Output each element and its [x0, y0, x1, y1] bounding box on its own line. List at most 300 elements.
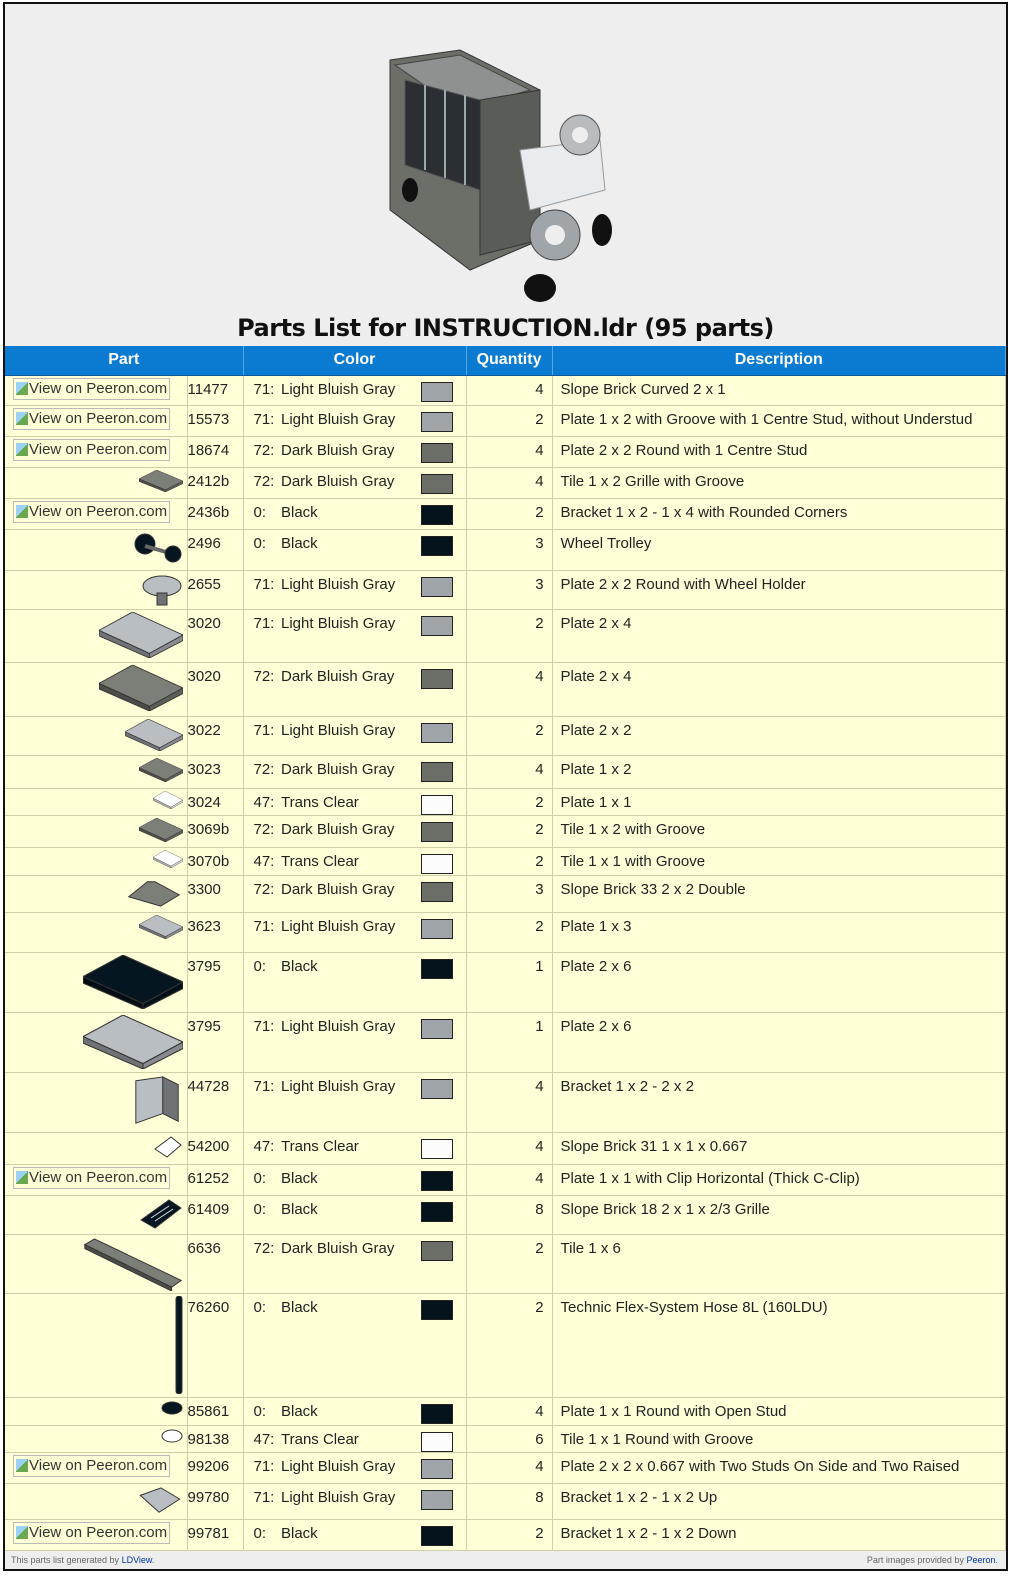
- color-swatch: [421, 795, 453, 815]
- peeron-link[interactable]: [13, 1522, 170, 1544]
- part-number: 99780: [187, 1483, 243, 1519]
- color-swatch-cell: [421, 1164, 466, 1195]
- color-swatch: [421, 1300, 453, 1320]
- color-swatch-cell: [421, 755, 466, 788]
- part-image: [99, 662, 183, 673]
- color-swatch-cell: [421, 1397, 466, 1425]
- color-name: Black: [281, 1164, 421, 1195]
- part-image: [153, 1132, 183, 1143]
- description: Slope Brick 31 1 x 1 x 0.667: [552, 1132, 1005, 1164]
- table-row: [5, 847, 1006, 875]
- part-image-cell: [5, 1132, 187, 1164]
- part-image-cell: [5, 1425, 187, 1452]
- part-number: 3623: [187, 912, 243, 952]
- part-number: 2412b: [187, 467, 243, 498]
- part-image: [161, 1425, 183, 1436]
- color-swatch-cell: [421, 1012, 466, 1072]
- peeron-link[interactable]: [13, 1167, 170, 1189]
- color-swatch-cell: [421, 662, 466, 716]
- table-row: [5, 1397, 1006, 1425]
- color-code: 47:: [243, 1132, 281, 1164]
- peeron-link[interactable]: [13, 1455, 170, 1477]
- part-image-cell: [5, 1397, 187, 1425]
- description: Technic Flex-System Hose 8L (160LDU): [552, 1293, 1005, 1397]
- color-swatch: [421, 1079, 453, 1099]
- ldview-link[interactable]: LDView: [121, 1554, 152, 1565]
- part-image-cell: [5, 375, 187, 405]
- color-swatch: [421, 1202, 453, 1222]
- color-swatch: [421, 1432, 453, 1452]
- color-code: 0:: [243, 1195, 281, 1234]
- color-swatch-cell: [421, 815, 466, 847]
- peeron-alt-text: View on Peeron.com: [29, 1523, 168, 1541]
- color-code: 72:: [243, 467, 281, 498]
- color-name: Black: [281, 1519, 421, 1550]
- color-swatch: [421, 1459, 453, 1479]
- part-number: 2655: [187, 570, 243, 609]
- color-name: Trans Clear: [281, 847, 421, 875]
- color-name: Dark Bluish Gray: [281, 815, 421, 847]
- color-code: 47:: [243, 788, 281, 815]
- part-image: [125, 875, 183, 886]
- description: Slope Brick 33 2 x 2 Double: [552, 875, 1005, 912]
- part-number: 2496: [187, 529, 243, 570]
- color-code: 47:: [243, 1425, 281, 1452]
- part-number: 44728: [187, 1072, 243, 1132]
- part-number: 99206: [187, 1452, 243, 1483]
- color-swatch: [421, 1404, 453, 1424]
- part-image-cell: [5, 1012, 187, 1072]
- table-row: [5, 375, 1006, 405]
- color-swatch-cell: [421, 405, 466, 436]
- color-swatch-cell: [421, 1452, 466, 1483]
- quantity: 2: [466, 1234, 552, 1293]
- part-number: 6636: [187, 1234, 243, 1293]
- model-preview: [5, 4, 1006, 346]
- color-swatch: [421, 577, 453, 597]
- quantity: 2: [466, 815, 552, 847]
- part-number: 3020: [187, 609, 243, 662]
- quantity: 8: [466, 1195, 552, 1234]
- table-row: [5, 1072, 1006, 1132]
- table-row: [5, 755, 1006, 788]
- description: Plate 1 x 3: [552, 912, 1005, 952]
- color-swatch: [421, 1019, 453, 1039]
- color-swatch-cell: [421, 1195, 466, 1234]
- quantity: 2: [466, 788, 552, 815]
- part-image-cell: [5, 912, 187, 952]
- column-header-quantity: Quantity: [466, 346, 552, 375]
- color-code: 71:: [243, 570, 281, 609]
- color-name: Light Bluish Gray: [281, 570, 421, 609]
- part-image: [153, 788, 183, 799]
- color-name: Black: [281, 529, 421, 570]
- color-swatch: [421, 1490, 453, 1510]
- color-code: 71:: [243, 375, 281, 405]
- color-name: Light Bluish Gray: [281, 1452, 421, 1483]
- description: Slope Brick Curved 2 x 1: [552, 375, 1005, 405]
- broken-image-icon: [16, 443, 28, 456]
- description: Plate 2 x 2 Round with 1 Centre Stud: [552, 436, 1005, 467]
- color-swatch-cell: [421, 498, 466, 529]
- table-row: [5, 1234, 1006, 1293]
- color-swatch-cell: [421, 912, 466, 952]
- part-image-cell: [5, 570, 187, 609]
- part-number: 3022: [187, 716, 243, 755]
- color-swatch: [421, 616, 453, 636]
- color-name: Light Bluish Gray: [281, 1012, 421, 1072]
- column-header-part: Part: [5, 346, 243, 375]
- color-swatch-cell: [421, 1072, 466, 1132]
- color-swatch-cell: [421, 529, 466, 570]
- description: Bracket 1 x 2 - 2 x 2: [552, 1072, 1005, 1132]
- description: Plate 2 x 4: [552, 662, 1005, 716]
- description: Plate 2 x 4: [552, 609, 1005, 662]
- table-row: [5, 498, 1006, 529]
- quantity: 4: [466, 436, 552, 467]
- peeron-link[interactable]: Peeron: [966, 1554, 996, 1565]
- table-row: [5, 1483, 1006, 1519]
- table-row: [5, 1012, 1006, 1072]
- part-image-cell: [5, 1519, 187, 1550]
- color-name: Dark Bluish Gray: [281, 662, 421, 716]
- peeron-alt-text: View on Peeron.com: [29, 440, 168, 458]
- description: Wheel Trolley: [552, 529, 1005, 570]
- description: Tile 1 x 1 Round with Groove: [552, 1425, 1005, 1452]
- color-swatch-cell: [421, 952, 466, 1012]
- broken-image-icon: [16, 1171, 28, 1184]
- color-name: Light Bluish Gray: [281, 912, 421, 952]
- color-swatch: [421, 505, 453, 525]
- part-image-cell: [5, 1483, 187, 1519]
- part-image-cell: [5, 1293, 187, 1397]
- part-image-cell: [5, 952, 187, 1012]
- quantity: 8: [466, 1483, 552, 1519]
- part-number: 61409: [187, 1195, 243, 1234]
- broken-image-icon: [16, 412, 28, 425]
- description: Plate 2 x 2 x 0.667 with Two Studs On Side and Two Raised: [552, 1452, 1005, 1483]
- color-swatch-cell: [421, 1519, 466, 1550]
- table-row: [5, 1195, 1006, 1234]
- quantity: 3: [466, 875, 552, 912]
- color-name: Black: [281, 1397, 421, 1425]
- color-code: 0:: [243, 1293, 281, 1397]
- color-swatch-cell: [421, 788, 466, 815]
- part-image: [125, 716, 183, 727]
- color-swatch: [421, 412, 453, 432]
- part-image-cell: [5, 436, 187, 467]
- color-swatch: [421, 1241, 453, 1261]
- color-swatch-cell: [421, 570, 466, 609]
- quantity: 2: [466, 716, 552, 755]
- table-row: [5, 716, 1006, 755]
- part-image-cell: [5, 788, 187, 815]
- part-image-cell: [5, 405, 187, 436]
- broken-image-icon: [16, 1526, 28, 1539]
- part-number: 3300: [187, 875, 243, 912]
- part-image: [139, 912, 183, 923]
- part-image: [141, 570, 183, 581]
- table-row: [5, 1425, 1006, 1452]
- part-number: 3795: [187, 1012, 243, 1072]
- description: Plate 1 x 2: [552, 755, 1005, 788]
- part-number: 54200: [187, 1132, 243, 1164]
- table-row: [5, 788, 1006, 815]
- footer-generated-text: This parts list generated by: [11, 1554, 122, 1565]
- color-code: 0:: [243, 1164, 281, 1195]
- color-name: Light Bluish Gray: [281, 405, 421, 436]
- quantity: 2: [466, 405, 552, 436]
- part-number: 2436b: [187, 498, 243, 529]
- description: Plate 2 x 6: [552, 952, 1005, 1012]
- part-number: 15573: [187, 405, 243, 436]
- quantity: 2: [466, 1519, 552, 1550]
- color-code: 0:: [243, 1519, 281, 1550]
- part-image: [139, 815, 183, 826]
- part-image: [139, 467, 183, 478]
- color-code: 0:: [243, 1397, 281, 1425]
- description: Bracket 1 x 2 - 1 x 2 Down: [552, 1519, 1005, 1550]
- table-row: [5, 875, 1006, 912]
- table-row: [5, 1293, 1006, 1397]
- peeron-alt-text: View on Peeron.com: [29, 409, 168, 427]
- color-swatch-cell: [421, 609, 466, 662]
- broken-image-icon: [16, 505, 28, 518]
- quantity: 4: [466, 755, 552, 788]
- peeron-link[interactable]: [13, 501, 170, 523]
- color-swatch: [421, 882, 453, 902]
- table-row: [5, 529, 1006, 570]
- part-image-cell: [5, 755, 187, 788]
- quantity: 4: [466, 1132, 552, 1164]
- quantity: 4: [466, 375, 552, 405]
- color-swatch-cell: [421, 875, 466, 912]
- quantity: 3: [466, 570, 552, 609]
- color-swatch-cell: [421, 467, 466, 498]
- color-swatch-cell: [421, 1234, 466, 1293]
- part-number: 85861: [187, 1397, 243, 1425]
- part-image-cell: [5, 815, 187, 847]
- color-swatch: [421, 1139, 453, 1159]
- color-name: Light Bluish Gray: [281, 375, 421, 405]
- color-code: 71:: [243, 609, 281, 662]
- part-number: 61252: [187, 1164, 243, 1195]
- color-swatch-cell: [421, 716, 466, 755]
- color-swatch: [421, 854, 453, 874]
- color-code: 72:: [243, 662, 281, 716]
- color-name: Dark Bluish Gray: [281, 467, 421, 498]
- part-image-cell: [5, 467, 187, 498]
- part-number: 3023: [187, 755, 243, 788]
- part-number: 3024: [187, 788, 243, 815]
- part-image: [161, 1397, 183, 1408]
- table-row: [5, 662, 1006, 716]
- quantity: 3: [466, 529, 552, 570]
- color-name: Light Bluish Gray: [281, 1483, 421, 1519]
- peeron-alt-text: View on Peeron.com: [29, 1168, 168, 1186]
- color-code: 72:: [243, 1234, 281, 1293]
- description: Bracket 1 x 2 - 1 x 2 Up: [552, 1483, 1005, 1519]
- footer-punct: .: [151, 1554, 155, 1565]
- column-header-color: Color: [243, 346, 466, 375]
- part-image-cell: [5, 1072, 187, 1132]
- part-image-cell: [5, 875, 187, 912]
- color-name: Black: [281, 498, 421, 529]
- footer: [5, 1551, 1006, 1569]
- color-swatch: [421, 443, 453, 463]
- table-row: [5, 609, 1006, 662]
- quantity: 1: [466, 952, 552, 1012]
- part-image-cell: [5, 847, 187, 875]
- description: Bracket 1 x 2 - 1 x 4 with Rounded Corners: [552, 498, 1005, 529]
- quantity: 4: [466, 1072, 552, 1132]
- color-swatch: [421, 536, 453, 556]
- part-image: [139, 1195, 183, 1206]
- part-image: [137, 1483, 183, 1494]
- color-code: 0:: [243, 952, 281, 1012]
- part-number: 3070b: [187, 847, 243, 875]
- color-code: 72:: [243, 815, 281, 847]
- part-image-cell: [5, 662, 187, 716]
- broken-image-icon: [16, 382, 28, 395]
- table-row: [5, 1452, 1006, 1483]
- color-code: 47:: [243, 847, 281, 875]
- quantity: 4: [466, 1452, 552, 1483]
- part-number: 3069b: [187, 815, 243, 847]
- table-row: [5, 1164, 1006, 1195]
- table-row: [5, 815, 1006, 847]
- part-number: 18674: [187, 436, 243, 467]
- part-image: [139, 755, 183, 766]
- table-row: [5, 405, 1006, 436]
- footer-images-text: Part images provided by: [866, 1554, 967, 1565]
- part-image: [175, 1293, 183, 1304]
- peeron-link[interactable]: [13, 439, 170, 461]
- color-name: Black: [281, 952, 421, 1012]
- table-row: [5, 1519, 1006, 1550]
- peeron-link[interactable]: [13, 378, 170, 400]
- description: Plate 1 x 2 with Groove with 1 Centre Stud, without Understud: [552, 405, 1005, 436]
- color-swatch-cell: [421, 1483, 466, 1519]
- color-code: 72:: [243, 436, 281, 467]
- peeron-alt-text: View on Peeron.com: [29, 502, 168, 520]
- color-name: Black: [281, 1195, 421, 1234]
- table-row: [5, 570, 1006, 609]
- table-header: [5, 346, 1006, 375]
- peeron-alt-text: View on Peeron.com: [29, 1456, 168, 1474]
- description: Tile 1 x 1 with Groove: [552, 847, 1005, 875]
- footer-punct: .: [995, 1554, 998, 1565]
- color-name: Light Bluish Gray: [281, 1072, 421, 1132]
- color-code: 71:: [243, 1072, 281, 1132]
- color-code: 71:: [243, 1483, 281, 1519]
- part-number: 3020: [187, 662, 243, 716]
- part-image: [83, 1234, 183, 1245]
- color-code: 0:: [243, 498, 281, 529]
- color-swatch-cell: [421, 847, 466, 875]
- part-number: 3795: [187, 952, 243, 1012]
- part-number: 76260: [187, 1293, 243, 1397]
- part-image-cell: [5, 1452, 187, 1483]
- description: Plate 1 x 1 Round with Open Stud: [552, 1397, 1005, 1425]
- color-name: Black: [281, 1293, 421, 1397]
- color-swatch: [421, 669, 453, 689]
- part-image-cell: [5, 1164, 187, 1195]
- part-image: [99, 609, 183, 620]
- color-swatch: [421, 919, 453, 939]
- part-number: 11477: [187, 375, 243, 405]
- color-swatch-cell: [421, 1293, 466, 1397]
- part-image-cell: [5, 1195, 187, 1234]
- peeron-alt-text: View on Peeron.com: [29, 379, 168, 397]
- parts-table: [5, 346, 1006, 1551]
- part-image-cell: [5, 1234, 187, 1293]
- part-image: [133, 1072, 183, 1083]
- part-image: [83, 952, 183, 963]
- description: Plate 2 x 2: [552, 716, 1005, 755]
- color-name: Trans Clear: [281, 1132, 421, 1164]
- color-code: 71:: [243, 1452, 281, 1483]
- quantity: 4: [466, 467, 552, 498]
- quantity: 4: [466, 1397, 552, 1425]
- color-swatch: [421, 1171, 453, 1191]
- color-swatch: [421, 1526, 453, 1546]
- description: Plate 2 x 2 Round with Wheel Holder: [552, 570, 1005, 609]
- quantity: 4: [466, 662, 552, 716]
- part-image-cell: [5, 529, 187, 570]
- table-row: [5, 436, 1006, 467]
- quantity: 2: [466, 1293, 552, 1397]
- part-image-cell: [5, 498, 187, 529]
- color-swatch-cell: [421, 436, 466, 467]
- description: Slope Brick 18 2 x 1 x 2/3 Grille: [552, 1195, 1005, 1234]
- quantity: 2: [466, 609, 552, 662]
- color-code: 71:: [243, 716, 281, 755]
- model-image: [370, 40, 630, 310]
- column-header-description: Description: [552, 346, 1005, 375]
- table-row: [5, 952, 1006, 1012]
- description: Tile 1 x 2 Grille with Groove: [552, 467, 1005, 498]
- color-swatch: [421, 822, 453, 842]
- color-swatch-cell: [421, 1132, 466, 1164]
- table-row: [5, 467, 1006, 498]
- part-number: 98138: [187, 1425, 243, 1452]
- color-name: Trans Clear: [281, 788, 421, 815]
- color-name: Dark Bluish Gray: [281, 436, 421, 467]
- page-title: Parts List for INSTRUCTION.ldr (95 parts): [237, 314, 774, 342]
- table-row: [5, 912, 1006, 952]
- color-name: Dark Bluish Gray: [281, 1234, 421, 1293]
- quantity: 6: [466, 1425, 552, 1452]
- color-name: Light Bluish Gray: [281, 716, 421, 755]
- color-swatch-cell: [421, 1425, 466, 1452]
- part-image-cell: [5, 609, 187, 662]
- color-code: 71:: [243, 405, 281, 436]
- color-swatch: [421, 762, 453, 782]
- color-swatch: [421, 382, 453, 402]
- color-code: 71:: [243, 1012, 281, 1072]
- part-image-cell: [5, 716, 187, 755]
- color-swatch: [421, 959, 453, 979]
- color-code: 72:: [243, 875, 281, 912]
- quantity: 4: [466, 1164, 552, 1195]
- color-swatch-cell: [421, 375, 466, 405]
- part-image: [133, 529, 183, 540]
- color-name: Light Bluish Gray: [281, 609, 421, 662]
- peeron-link[interactable]: [13, 408, 170, 430]
- part-number: 99781: [187, 1519, 243, 1550]
- broken-image-icon: [16, 1459, 28, 1472]
